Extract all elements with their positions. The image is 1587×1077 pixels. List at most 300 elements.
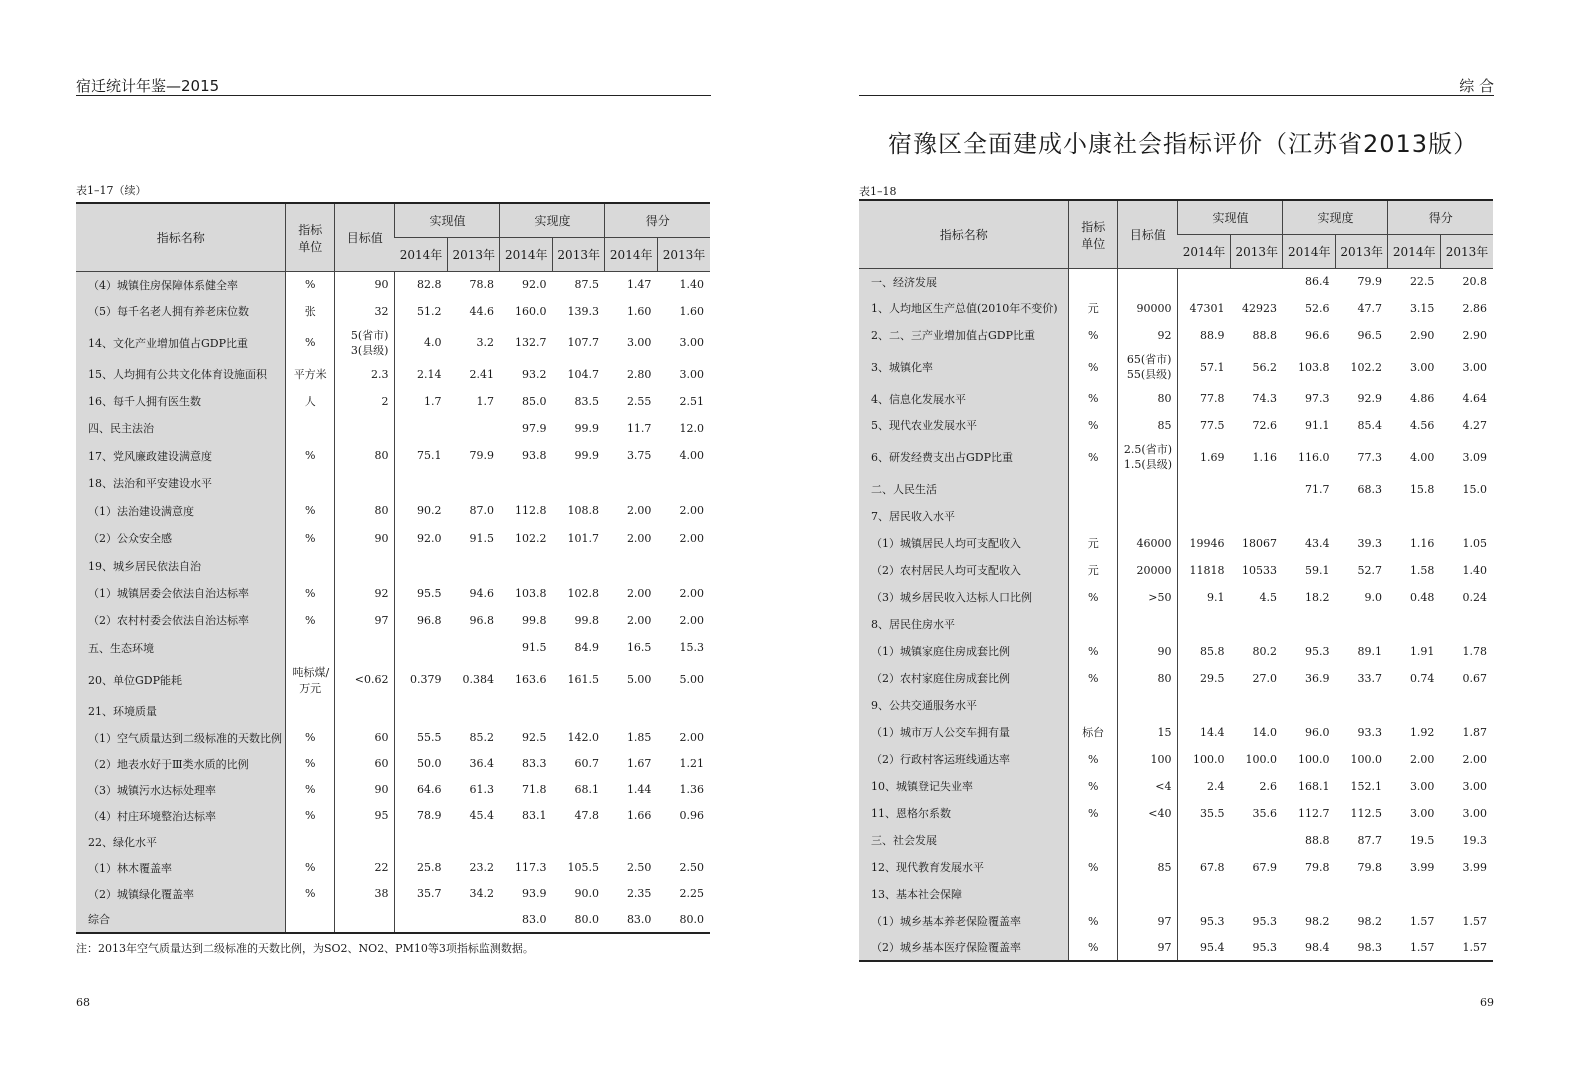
cell-actual-2014: 100.0 bbox=[1178, 746, 1230, 773]
cell-actual-2013 bbox=[447, 470, 500, 497]
cell-unit: 吨标煤/ 万元 bbox=[286, 662, 334, 698]
cell-actual-2014: 95.3 bbox=[1178, 908, 1230, 935]
cell-target: 90 bbox=[334, 525, 395, 552]
cell-indicator-name: 15、人均拥有公共文化体育设施面积 bbox=[76, 361, 286, 388]
cell-indicator-name: （1）城乡基本养老保险覆盖率 bbox=[859, 908, 1069, 935]
table-row bbox=[76, 855, 710, 881]
cell-score-2014: 5.00 bbox=[626, 673, 652, 686]
cell-actual-2013: 2.41 bbox=[469, 367, 494, 381]
cell-target: 2 bbox=[334, 388, 395, 415]
cell-score-2013: 1.05 bbox=[1462, 536, 1487, 550]
cell-degree-2014: 43.4 bbox=[1304, 536, 1330, 550]
cell-target: 90 bbox=[1117, 638, 1178, 665]
cell-score-2014 bbox=[1388, 611, 1440, 638]
cell-actual-2013: 45.4 bbox=[469, 809, 494, 822]
cell-target: 15 bbox=[1117, 719, 1178, 746]
header-indicator-name: 指标名称 bbox=[76, 203, 286, 272]
table-row bbox=[76, 777, 710, 803]
cell-target bbox=[1117, 827, 1178, 854]
cell-actual-2013: 74.3 bbox=[1252, 392, 1277, 405]
cell-indicator-name: （1）林木覆盖率 bbox=[76, 855, 286, 881]
cell-indicator-name: （1）空气质量达到二级标准的天数比例 bbox=[76, 725, 286, 751]
table-label: 表1–17（续） bbox=[76, 184, 147, 197]
cell-degree-2014: 83.3 bbox=[521, 757, 547, 770]
cell-score-2013: 2.86 bbox=[1462, 301, 1487, 315]
cell-target: 97 bbox=[1117, 908, 1178, 935]
cell-actual-2013: 18067 bbox=[1241, 536, 1277, 550]
cell-indicator-name: （1）城镇居委会依法自治达标率 bbox=[76, 580, 286, 607]
cell-actual-2013: 4.5 bbox=[1259, 590, 1277, 604]
cell-unit: % bbox=[1069, 908, 1117, 935]
cell-degree-2014: 93.2 bbox=[521, 367, 547, 381]
cell-score-2014: 2.80 bbox=[626, 367, 652, 381]
cell-degree-2014: 93.9 bbox=[521, 887, 547, 900]
cell-score-2013: 5.00 bbox=[679, 673, 704, 686]
cell-score-2014: 3.99 bbox=[1409, 860, 1435, 874]
cell-target: 46000 bbox=[1117, 530, 1178, 557]
cell-score-2013: 2.25 bbox=[679, 887, 704, 900]
header-achievement-degree: 实现度 bbox=[1283, 200, 1388, 235]
cell-score-2014: 2.50 bbox=[626, 861, 652, 874]
header-score: 得分 bbox=[605, 203, 710, 238]
cell-indicator-name: 一、经济发展 bbox=[859, 269, 1069, 295]
cell-degree-2013 bbox=[1335, 503, 1388, 530]
cell-degree-2013 bbox=[1335, 692, 1388, 719]
cell-degree-2013: 85.4 bbox=[1357, 418, 1382, 432]
cell-target bbox=[1117, 692, 1178, 719]
cell-degree-2013: 39.3 bbox=[1357, 536, 1382, 550]
table-row bbox=[859, 854, 1493, 881]
cell-score-2014: 16.5 bbox=[626, 641, 652, 654]
cell-degree-2013: 77.3 bbox=[1357, 450, 1382, 464]
cell-degree-2013: 79.9 bbox=[1357, 275, 1382, 289]
table-row bbox=[859, 935, 1493, 961]
cell-actual-2014: 0.379 bbox=[395, 662, 447, 698]
footnote: 注：2013年空气质量达到二级标准的天数比例，为SO2、NO2、PM10等3项指标监测数据。 bbox=[76, 942, 534, 955]
header-year-2013: 2013年 bbox=[552, 238, 605, 272]
cell-degree-2014: 85.0 bbox=[521, 394, 547, 408]
table-row bbox=[76, 607, 710, 634]
cell-degree-2014: 99.8 bbox=[521, 613, 547, 627]
cell-unit: % bbox=[1069, 322, 1117, 349]
cell-score-2013: 1.57 bbox=[1462, 914, 1487, 928]
cell-unit: 元 bbox=[1069, 557, 1117, 584]
cell-indicator-name: 4、信息化发展水平 bbox=[859, 386, 1069, 412]
cell-actual-2014: 75.1 bbox=[395, 442, 447, 470]
cell-degree-2013: 142.0 bbox=[567, 731, 599, 744]
cell-actual-2013: 56.2 bbox=[1252, 360, 1277, 374]
header-rule bbox=[76, 95, 711, 96]
cell-degree-2013: 93.3 bbox=[1357, 725, 1382, 739]
cell-actual-2014: 4.0 bbox=[395, 325, 447, 361]
cell-target bbox=[334, 552, 395, 580]
table-row bbox=[859, 584, 1493, 611]
cell-degree-2014: 102.2 bbox=[514, 531, 547, 545]
cell-indicator-name: 11、恩格尔系数 bbox=[859, 800, 1069, 827]
cell-degree-2013 bbox=[552, 698, 605, 725]
table-row bbox=[859, 269, 1493, 295]
cell-indicator-name: （4）城镇住房保障体系健全率 bbox=[76, 272, 286, 298]
cell-degree-2014 bbox=[500, 470, 552, 497]
table-row bbox=[859, 439, 1493, 476]
table-row bbox=[76, 361, 710, 388]
cell-unit bbox=[286, 634, 334, 662]
cell-actual-2014: 9.1 bbox=[1178, 584, 1230, 611]
cell-actual-2013: 85.2 bbox=[469, 731, 494, 744]
cell-score-2014: 3.00 bbox=[1409, 360, 1435, 374]
cell-unit: 元 bbox=[1069, 530, 1117, 557]
table-row bbox=[859, 386, 1493, 412]
right-page bbox=[800, 0, 1587, 1077]
header-rule bbox=[859, 95, 1494, 96]
cell-target bbox=[334, 907, 395, 933]
cell-actual-2013 bbox=[1230, 827, 1283, 854]
cell-score-2013: 0.96 bbox=[679, 809, 704, 822]
cell-target bbox=[334, 829, 395, 855]
header-indicator-name: 指标名称 bbox=[859, 200, 1069, 269]
cell-score-2013: 3.99 bbox=[1462, 860, 1487, 874]
cell-target: 90 bbox=[334, 272, 395, 298]
cell-degree-2014: 52.6 bbox=[1304, 301, 1330, 315]
header-actual-value: 实现值 bbox=[1178, 200, 1283, 235]
cell-actual-2013 bbox=[1230, 692, 1283, 719]
cell-actual-2014 bbox=[1178, 692, 1230, 719]
cell-unit: % bbox=[1069, 665, 1117, 692]
cell-actual-2014: 67.8 bbox=[1178, 854, 1230, 881]
table-row bbox=[859, 773, 1493, 800]
cell-degree-2014: 98.2 bbox=[1304, 914, 1330, 928]
cell-score-2013: 2.00 bbox=[679, 531, 704, 545]
header-year-2014: 2014年 bbox=[500, 238, 552, 272]
cell-score-2014: 1.58 bbox=[1409, 563, 1435, 577]
header-year-2014: 2014年 bbox=[1283, 235, 1335, 269]
cell-degree-2013: 52.7 bbox=[1357, 563, 1382, 577]
cell-indicator-name: （5）每千名老人拥有养老床位数 bbox=[76, 298, 286, 325]
cell-score-2014: 2.00 bbox=[626, 504, 652, 517]
cell-score-2013: 1.36 bbox=[679, 783, 704, 796]
header-year-2014: 2014年 bbox=[1178, 235, 1230, 269]
cell-actual-2014: 88.9 bbox=[1178, 322, 1230, 349]
cell-actual-2014 bbox=[395, 415, 447, 442]
header-year-2014: 2014年 bbox=[395, 238, 447, 272]
cell-unit bbox=[286, 907, 334, 933]
page-number: 69 bbox=[1480, 996, 1494, 1009]
cell-indicator-name: 8、居民住房水平 bbox=[859, 611, 1069, 638]
cell-score-2014: 1.57 bbox=[1409, 940, 1435, 954]
cell-unit bbox=[286, 552, 334, 580]
cell-score-2013 bbox=[1440, 881, 1493, 908]
cell-target: 90 bbox=[334, 777, 395, 803]
cell-unit: % bbox=[286, 497, 334, 525]
cell-indicator-name: 18、法治和平安建设水平 bbox=[76, 470, 286, 497]
cell-degree-2014: 92.5 bbox=[521, 731, 547, 744]
cell-actual-2014: 1.7 bbox=[395, 388, 447, 415]
cell-score-2014: 0.48 bbox=[1409, 590, 1435, 604]
cell-actual-2013: 14.0 bbox=[1252, 725, 1277, 739]
cell-score-2013 bbox=[657, 552, 710, 580]
cell-score-2013: 80.0 bbox=[679, 912, 704, 926]
cell-actual-2013: 10533 bbox=[1241, 563, 1277, 577]
cell-unit: % bbox=[286, 777, 334, 803]
cell-degree-2013 bbox=[1335, 611, 1388, 638]
cell-degree-2014: 71.7 bbox=[1304, 482, 1330, 496]
cell-actual-2013: 61.3 bbox=[469, 783, 494, 796]
cell-indicator-name: （2）城乡基本医疗保险覆盖率 bbox=[859, 935, 1069, 961]
cell-score-2014: 83.0 bbox=[626, 912, 652, 926]
cell-degree-2014: 116.0 bbox=[1297, 450, 1330, 464]
table-row bbox=[859, 530, 1493, 557]
cell-unit: % bbox=[286, 855, 334, 881]
cell-actual-2014 bbox=[395, 829, 447, 855]
cell-degree-2014: 103.8 bbox=[1297, 360, 1330, 374]
cell-degree-2013: 84.9 bbox=[574, 641, 599, 654]
cell-degree-2014: 18.2 bbox=[1304, 590, 1330, 604]
cell-degree-2013: 47.8 bbox=[574, 809, 599, 822]
cell-score-2013: 4.27 bbox=[1462, 418, 1487, 432]
header-year-2013: 2013年 bbox=[447, 238, 500, 272]
cell-degree-2014: 168.1 bbox=[1297, 779, 1330, 793]
cell-score-2014: 1.91 bbox=[1409, 644, 1435, 658]
cell-degree-2013: 161.5 bbox=[567, 673, 599, 686]
page-number: 68 bbox=[76, 996, 90, 1009]
cell-target: 32 bbox=[334, 298, 395, 325]
cell-degree-2014: 71.8 bbox=[521, 783, 547, 796]
cell-score-2013: 2.51 bbox=[679, 394, 704, 408]
cell-score-2013: 3.00 bbox=[1462, 360, 1487, 374]
cell-unit: % bbox=[286, 580, 334, 607]
cell-degree-2013: 107.7 bbox=[567, 336, 599, 349]
cell-actual-2014 bbox=[1178, 881, 1230, 908]
cell-degree-2014: 83.1 bbox=[521, 809, 547, 822]
cell-actual-2014 bbox=[395, 907, 447, 933]
cell-degree-2014: 103.8 bbox=[514, 586, 547, 600]
cell-indicator-name: 21、环境质量 bbox=[76, 698, 286, 725]
cell-actual-2014: 96.8 bbox=[395, 607, 447, 634]
cell-target: 60 bbox=[334, 751, 395, 777]
cell-degree-2013: 102.2 bbox=[1350, 360, 1382, 374]
cell-indicator-name: 3、城镇化率 bbox=[859, 349, 1069, 386]
cell-score-2014: 19.5 bbox=[1409, 833, 1435, 847]
cell-actual-2013 bbox=[1230, 503, 1283, 530]
cell-target bbox=[334, 634, 395, 662]
cell-unit bbox=[286, 415, 334, 442]
cell-score-2013: 2.00 bbox=[679, 504, 704, 517]
cell-indicator-name: 五、生态环境 bbox=[76, 634, 286, 662]
cell-unit: % bbox=[1069, 439, 1117, 476]
cell-actual-2014 bbox=[1178, 827, 1230, 854]
cell-unit: % bbox=[286, 325, 334, 361]
cell-actual-2013: 35.6 bbox=[1252, 806, 1277, 820]
cell-actual-2013: 34.2 bbox=[469, 887, 494, 900]
table-row bbox=[859, 476, 1493, 503]
cell-degree-2013: 152.1 bbox=[1350, 779, 1382, 793]
cell-unit bbox=[286, 698, 334, 725]
cell-score-2014 bbox=[605, 829, 657, 855]
cell-actual-2013: 95.3 bbox=[1252, 940, 1277, 954]
cell-score-2013: 0.67 bbox=[1462, 671, 1487, 685]
cell-score-2013 bbox=[1440, 503, 1493, 530]
cell-score-2014: 1.85 bbox=[626, 731, 652, 744]
cell-score-2014: 2.00 bbox=[1409, 752, 1435, 766]
cell-score-2014: 1.60 bbox=[626, 304, 652, 318]
header-year-2014: 2014年 bbox=[605, 238, 657, 272]
cell-degree-2014: 98.4 bbox=[1304, 940, 1330, 954]
cell-indicator-name: （2）农村居民人均可支配收入 bbox=[859, 557, 1069, 584]
cell-actual-2014: 14.4 bbox=[1178, 719, 1230, 746]
cell-actual-2013: 91.5 bbox=[469, 531, 494, 545]
cell-target: 5(省市) 3(县级) bbox=[334, 325, 395, 361]
cell-indicator-name: 16、每千人拥有医生数 bbox=[76, 388, 286, 415]
cell-target: 60 bbox=[334, 725, 395, 751]
cell-score-2013: 19.3 bbox=[1462, 833, 1487, 847]
cell-actual-2013: 94.6 bbox=[469, 586, 494, 600]
cell-unit bbox=[1069, 269, 1117, 295]
cell-degree-2013: 98.3 bbox=[1357, 940, 1382, 954]
cell-score-2013: 1.40 bbox=[1462, 563, 1487, 577]
cell-actual-2013 bbox=[1230, 611, 1283, 638]
cell-score-2014: 1.92 bbox=[1409, 725, 1435, 739]
cell-unit: % bbox=[1069, 584, 1117, 611]
cell-indicator-name: 1、人均地区生产总值(2010年不变价) bbox=[859, 295, 1069, 322]
cell-indicator-name: （2）公众安全感 bbox=[76, 525, 286, 552]
cell-score-2014 bbox=[605, 470, 657, 497]
cell-unit bbox=[1069, 503, 1117, 530]
cell-target: 80 bbox=[1117, 665, 1178, 692]
cell-actual-2013 bbox=[447, 634, 500, 662]
cell-actual-2013 bbox=[447, 552, 500, 580]
cell-score-2013: 2.00 bbox=[1462, 752, 1487, 766]
table-row bbox=[76, 803, 710, 829]
cell-indicator-name: （3）城乡居民收入达标人口比例 bbox=[859, 584, 1069, 611]
cell-score-2013: 20.8 bbox=[1462, 275, 1487, 289]
cell-unit: % bbox=[286, 725, 334, 751]
cell-unit: 张 bbox=[286, 298, 334, 325]
cell-actual-2013: 27.0 bbox=[1252, 671, 1277, 685]
cell-actual-2014: 25.8 bbox=[395, 855, 447, 881]
cell-degree-2013: 99.8 bbox=[574, 613, 599, 627]
cell-degree-2013: 108.8 bbox=[567, 504, 599, 517]
cell-target: <40 bbox=[1117, 800, 1178, 827]
cell-unit: % bbox=[1069, 746, 1117, 773]
cell-indicator-name: 10、城镇登记失业率 bbox=[859, 773, 1069, 800]
table-row bbox=[76, 725, 710, 751]
cell-target: <0.62 bbox=[334, 662, 395, 698]
cell-unit bbox=[1069, 881, 1117, 908]
cell-score-2013: 2.90 bbox=[1462, 328, 1487, 342]
cell-degree-2014: 112.8 bbox=[514, 504, 547, 517]
cell-degree-2014: 79.8 bbox=[1304, 860, 1330, 874]
table-row bbox=[859, 827, 1493, 854]
cell-target: 65(省市) 55(县级) bbox=[1117, 349, 1178, 386]
page-title: 宿豫区全面建成小康社会指标评价（江苏省2013版） bbox=[888, 130, 1479, 158]
cell-degree-2014: 92.0 bbox=[521, 278, 547, 292]
cell-unit bbox=[286, 470, 334, 497]
table-row bbox=[859, 322, 1493, 349]
cell-indicator-name: 三、社会发展 bbox=[859, 827, 1069, 854]
cell-degree-2014: 59.1 bbox=[1304, 563, 1330, 577]
cell-actual-2014 bbox=[1178, 269, 1230, 295]
table-row bbox=[76, 634, 710, 662]
cell-score-2013: 15.3 bbox=[679, 641, 704, 654]
cell-unit: % bbox=[1069, 773, 1117, 800]
cell-degree-2014: 112.7 bbox=[1297, 806, 1330, 820]
cell-score-2013: 1.40 bbox=[679, 278, 704, 292]
cell-score-2014: 1.16 bbox=[1409, 536, 1435, 550]
cell-score-2013: 2.50 bbox=[679, 861, 704, 874]
cell-degree-2013 bbox=[552, 470, 605, 497]
cell-actual-2014: 92.0 bbox=[395, 525, 447, 552]
cell-degree-2014 bbox=[500, 552, 552, 580]
cell-degree-2014: 97.3 bbox=[1304, 392, 1330, 405]
cell-score-2014: 1.57 bbox=[1409, 914, 1435, 928]
cell-score-2014: 2.00 bbox=[626, 586, 652, 600]
indicator-table bbox=[76, 202, 710, 934]
cell-degree-2013: 99.9 bbox=[574, 449, 599, 462]
cell-degree-2013: 112.5 bbox=[1350, 806, 1382, 820]
cell-degree-2013: 89.1 bbox=[1357, 644, 1382, 658]
cell-target: 22 bbox=[334, 855, 395, 881]
cell-degree-2013: 80.0 bbox=[574, 912, 599, 926]
cell-degree-2014 bbox=[1283, 692, 1335, 719]
cell-score-2013: 3.00 bbox=[679, 336, 704, 349]
cell-degree-2013: 100.0 bbox=[1350, 752, 1382, 766]
cell-actual-2014: 19946 bbox=[1178, 530, 1230, 557]
cell-unit: % bbox=[1069, 638, 1117, 665]
cell-actual-2013: 80.2 bbox=[1252, 644, 1277, 658]
cell-indicator-name: （1）城镇家庭住房成套比例 bbox=[859, 638, 1069, 665]
cell-unit: % bbox=[1069, 412, 1117, 439]
cell-score-2014: 4.86 bbox=[1409, 392, 1435, 405]
cell-score-2014: 2.00 bbox=[626, 531, 652, 545]
cell-target: 2.3 bbox=[334, 361, 395, 388]
cell-actual-2014: 51.2 bbox=[395, 298, 447, 325]
header-year-2013: 2013年 bbox=[1440, 235, 1493, 269]
header-year-2014: 2014年 bbox=[1388, 235, 1440, 269]
cell-actual-2014: 82.8 bbox=[395, 272, 447, 298]
cell-score-2014: 2.35 bbox=[626, 887, 652, 900]
cell-unit: % bbox=[286, 607, 334, 634]
table-row bbox=[76, 662, 710, 698]
cell-score-2013: 1.60 bbox=[679, 304, 704, 318]
cell-target: >50 bbox=[1117, 584, 1178, 611]
cell-actual-2014 bbox=[395, 552, 447, 580]
cell-actual-2013: 44.6 bbox=[469, 304, 494, 318]
cell-score-2014: 3.15 bbox=[1409, 301, 1435, 315]
cell-degree-2014 bbox=[1283, 881, 1335, 908]
cell-indicator-name: 13、基本社会保障 bbox=[859, 881, 1069, 908]
cell-score-2014: 2.00 bbox=[626, 613, 652, 627]
table-label: 表1–18 bbox=[859, 185, 897, 198]
cell-actual-2013: 1.16 bbox=[1252, 450, 1277, 464]
table-row bbox=[859, 503, 1493, 530]
cell-score-2013: 3.00 bbox=[1462, 806, 1487, 820]
cell-unit: 元 bbox=[1069, 295, 1117, 322]
cell-score-2014: 1.47 bbox=[626, 278, 652, 292]
cell-unit: 平方米 bbox=[286, 361, 334, 388]
cell-indicator-name: （2）农村家庭住房成套比例 bbox=[859, 665, 1069, 692]
cell-score-2014: 15.8 bbox=[1409, 482, 1435, 496]
cell-score-2013 bbox=[1440, 611, 1493, 638]
cell-target: 80 bbox=[334, 497, 395, 525]
cell-actual-2014: 2.14 bbox=[395, 361, 447, 388]
table-row bbox=[76, 298, 710, 325]
cell-target: 92 bbox=[1117, 322, 1178, 349]
cell-indicator-name: 6、研发经费支出占GDP比重 bbox=[859, 439, 1069, 476]
cell-score-2014: 2.90 bbox=[1409, 328, 1435, 342]
cell-degree-2013: 90.0 bbox=[574, 887, 599, 900]
cell-degree-2013 bbox=[1335, 881, 1388, 908]
cell-actual-2013 bbox=[1230, 881, 1283, 908]
